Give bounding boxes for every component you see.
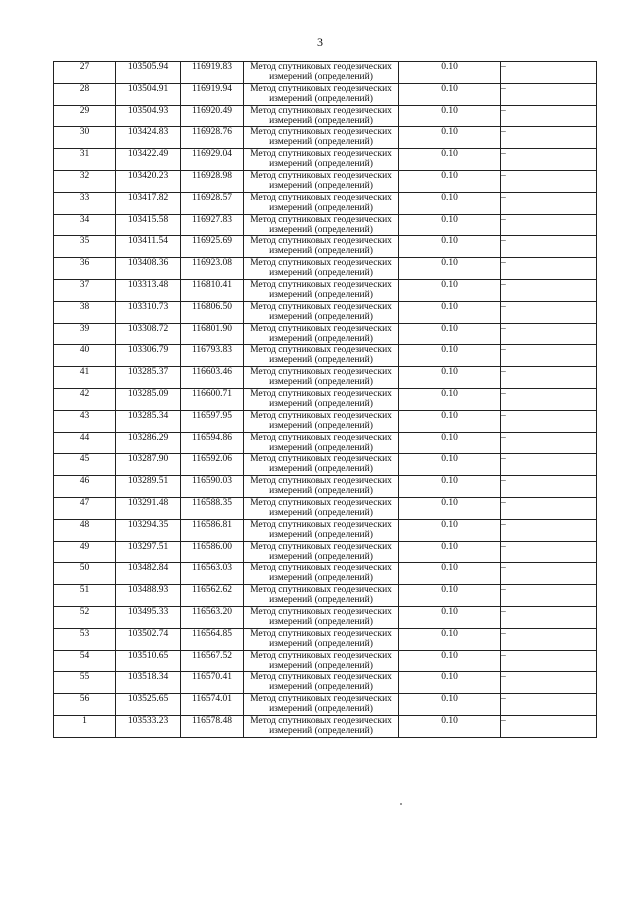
- coord-y-cell: 116923.08: [181, 258, 244, 280]
- error-cell: 0.10: [399, 236, 501, 258]
- description-cell: –: [501, 432, 597, 454]
- coord-x-cell: 103495.33: [116, 606, 181, 628]
- method-cell: Метод спутниковых геодезических измерений (определений): [244, 519, 399, 541]
- coord-y-cell: 116928.76: [181, 127, 244, 149]
- point-number-cell: 51: [54, 585, 116, 607]
- method-cell: Метод спутниковых геодезических измерений (определений): [244, 672, 399, 694]
- point-number-cell: 44: [54, 432, 116, 454]
- table-row: [54, 258, 597, 280]
- coord-y-cell: 116919.94: [181, 83, 244, 105]
- table-row: [54, 672, 597, 694]
- description-cell: –: [501, 454, 597, 476]
- table-row: [54, 563, 597, 585]
- coord-y-cell: 116588.35: [181, 497, 244, 519]
- error-cell: 0.10: [399, 628, 501, 650]
- coord-x-cell: 103422.49: [116, 149, 181, 171]
- point-number-cell: 55: [54, 672, 116, 694]
- coord-y-cell: 116920.49: [181, 105, 244, 127]
- table-row: [54, 170, 597, 192]
- coord-x-cell: 103505.94: [116, 62, 181, 84]
- table-row: [54, 127, 597, 149]
- point-number-cell: 27: [54, 62, 116, 84]
- point-number-cell: 45: [54, 454, 116, 476]
- method-cell: Метод спутниковых геодезических измерений (определений): [244, 694, 399, 716]
- point-number-cell: 38: [54, 301, 116, 323]
- point-number-cell: 50: [54, 563, 116, 585]
- error-cell: 0.10: [399, 214, 501, 236]
- table-row: [54, 497, 597, 519]
- coord-y-cell: 116578.48: [181, 715, 244, 737]
- point-number-cell: 40: [54, 345, 116, 367]
- coord-y-cell: 116928.57: [181, 192, 244, 214]
- description-cell: –: [501, 105, 597, 127]
- coord-y-cell: 116564.85: [181, 628, 244, 650]
- table-row: [54, 650, 597, 672]
- method-cell: Метод спутниковых геодезических измерений (определений): [244, 83, 399, 105]
- method-cell: Метод спутниковых геодезических измерений (определений): [244, 388, 399, 410]
- table-row: [54, 410, 597, 432]
- coord-x-cell: 103297.51: [116, 541, 181, 563]
- error-cell: 0.10: [399, 476, 501, 498]
- table-row: [54, 388, 597, 410]
- error-cell: 0.10: [399, 541, 501, 563]
- description-cell: –: [501, 301, 597, 323]
- coord-x-cell: 103502.74: [116, 628, 181, 650]
- coord-y-cell: 116562.62: [181, 585, 244, 607]
- error-cell: 0.10: [399, 585, 501, 607]
- coord-y-cell: 116574.01: [181, 694, 244, 716]
- error-cell: 0.10: [399, 606, 501, 628]
- coord-y-cell: 116600.71: [181, 388, 244, 410]
- coord-y-cell: 116801.90: [181, 323, 244, 345]
- point-number-cell: 32: [54, 170, 116, 192]
- error-cell: 0.10: [399, 388, 501, 410]
- table-row: [54, 694, 597, 716]
- coord-x-cell: 103285.09: [116, 388, 181, 410]
- coord-y-cell: 116592.06: [181, 454, 244, 476]
- page-number: 3: [317, 35, 323, 49]
- description-cell: –: [501, 83, 597, 105]
- description-cell: –: [501, 345, 597, 367]
- coord-x-cell: 103504.93: [116, 105, 181, 127]
- table-row: [54, 214, 597, 236]
- table-row: [54, 149, 597, 171]
- coord-y-cell: 116925.69: [181, 236, 244, 258]
- point-number-cell: 31: [54, 149, 116, 171]
- coordinates-table-body: [54, 62, 597, 738]
- method-cell: Метод спутниковых геодезических измерений (определений): [244, 236, 399, 258]
- point-number-cell: 30: [54, 127, 116, 149]
- description-cell: –: [501, 236, 597, 258]
- coord-y-cell: 116810.41: [181, 279, 244, 301]
- coord-x-cell: 103533.23: [116, 715, 181, 737]
- method-cell: Метод спутниковых геодезических измерений (определений): [244, 62, 399, 84]
- error-cell: 0.10: [399, 410, 501, 432]
- description-cell: –: [501, 715, 597, 737]
- point-number-cell: 46: [54, 476, 116, 498]
- coord-x-cell: 103285.34: [116, 410, 181, 432]
- coord-x-cell: 103308.72: [116, 323, 181, 345]
- method-cell: Метод спутниковых геодезических измерений (определений): [244, 410, 399, 432]
- coord-y-cell: 116563.20: [181, 606, 244, 628]
- method-cell: Метод спутниковых геодезических измерений (определений): [244, 541, 399, 563]
- point-number-cell: 48: [54, 519, 116, 541]
- point-number-cell: 52: [54, 606, 116, 628]
- table-row: [54, 432, 597, 454]
- point-number-cell: 1: [54, 715, 116, 737]
- table-row: [54, 105, 597, 127]
- coord-x-cell: 103294.35: [116, 519, 181, 541]
- error-cell: 0.10: [399, 454, 501, 476]
- error-cell: 0.10: [399, 323, 501, 345]
- coord-y-cell: 116586.00: [181, 541, 244, 563]
- scan-speck: [400, 803, 402, 805]
- error-cell: 0.10: [399, 694, 501, 716]
- error-cell: 0.10: [399, 279, 501, 301]
- description-cell: –: [501, 497, 597, 519]
- method-cell: Метод спутниковых геодезических измерений (определений): [244, 301, 399, 323]
- coord-x-cell: 103417.82: [116, 192, 181, 214]
- description-cell: –: [501, 214, 597, 236]
- coord-x-cell: 103286.29: [116, 432, 181, 454]
- error-cell: 0.10: [399, 192, 501, 214]
- point-number-cell: 54: [54, 650, 116, 672]
- error-cell: 0.10: [399, 127, 501, 149]
- point-number-cell: 47: [54, 497, 116, 519]
- coord-y-cell: 116586.81: [181, 519, 244, 541]
- description-cell: –: [501, 367, 597, 389]
- coord-x-cell: 103482.84: [116, 563, 181, 585]
- error-cell: 0.10: [399, 83, 501, 105]
- description-cell: –: [501, 606, 597, 628]
- table-row: [54, 715, 597, 737]
- coord-x-cell: 103518.34: [116, 672, 181, 694]
- coord-y-cell: 116927.83: [181, 214, 244, 236]
- coord-y-cell: 116597.95: [181, 410, 244, 432]
- method-cell: Метод спутниковых геодезических измерений (определений): [244, 105, 399, 127]
- description-cell: –: [501, 62, 597, 84]
- coord-y-cell: 116806.50: [181, 301, 244, 323]
- coord-x-cell: 103424.83: [116, 127, 181, 149]
- method-cell: Метод спутниковых геодезических измерений (определений): [244, 563, 399, 585]
- coord-x-cell: 103408.36: [116, 258, 181, 280]
- point-number-cell: 33: [54, 192, 116, 214]
- error-cell: 0.10: [399, 519, 501, 541]
- table-row: [54, 192, 597, 214]
- coord-x-cell: 103287.90: [116, 454, 181, 476]
- description-cell: –: [501, 170, 597, 192]
- coord-x-cell: 103415.58: [116, 214, 181, 236]
- table-row: [54, 323, 597, 345]
- method-cell: Метод спутниковых геодезических измерений (определений): [244, 606, 399, 628]
- method-cell: Метод спутниковых геодезических измерений (определений): [244, 279, 399, 301]
- method-cell: Метод спутниковых геодезических измерений (определений): [244, 585, 399, 607]
- coord-y-cell: 116567.52: [181, 650, 244, 672]
- error-cell: 0.10: [399, 149, 501, 171]
- description-cell: –: [501, 323, 597, 345]
- description-cell: –: [501, 388, 597, 410]
- method-cell: Метод спутниковых геодезических измерений (определений): [244, 650, 399, 672]
- point-number-cell: 34: [54, 214, 116, 236]
- table-row: [54, 301, 597, 323]
- table-row: [54, 367, 597, 389]
- method-cell: Метод спутниковых геодезических измерений (определений): [244, 432, 399, 454]
- table-row: [54, 628, 597, 650]
- table-row: [54, 541, 597, 563]
- coord-x-cell: 103306.79: [116, 345, 181, 367]
- error-cell: 0.10: [399, 62, 501, 84]
- description-cell: –: [501, 650, 597, 672]
- error-cell: 0.10: [399, 650, 501, 672]
- description-cell: –: [501, 585, 597, 607]
- point-number-cell: 39: [54, 323, 116, 345]
- point-number-cell: 41: [54, 367, 116, 389]
- coord-y-cell: 116570.41: [181, 672, 244, 694]
- description-cell: –: [501, 672, 597, 694]
- table-row: [54, 606, 597, 628]
- method-cell: Метод спутниковых геодезических измерений (определений): [244, 454, 399, 476]
- error-cell: 0.10: [399, 367, 501, 389]
- table-row: [54, 519, 597, 541]
- method-cell: Метод спутниковых геодезических измерений (определений): [244, 323, 399, 345]
- description-cell: –: [501, 476, 597, 498]
- coord-y-cell: 116929.04: [181, 149, 244, 171]
- error-cell: 0.10: [399, 672, 501, 694]
- table-row: [54, 279, 597, 301]
- table-row: [54, 476, 597, 498]
- description-cell: –: [501, 541, 597, 563]
- coord-y-cell: 116603.46: [181, 367, 244, 389]
- method-cell: Метод спутниковых геодезических измерений (определений): [244, 497, 399, 519]
- method-cell: Метод спутниковых геодезических измерений (определений): [244, 258, 399, 280]
- table-row: [54, 83, 597, 105]
- description-cell: –: [501, 127, 597, 149]
- point-number-cell: 29: [54, 105, 116, 127]
- point-number-cell: 42: [54, 388, 116, 410]
- coord-y-cell: 116928.98: [181, 170, 244, 192]
- coord-x-cell: 103525.65: [116, 694, 181, 716]
- description-cell: –: [501, 279, 597, 301]
- error-cell: 0.10: [399, 301, 501, 323]
- method-cell: Метод спутниковых геодезических измерений (определений): [244, 192, 399, 214]
- method-cell: Метод спутниковых геодезических измерений (определений): [244, 149, 399, 171]
- coord-x-cell: 103510.65: [116, 650, 181, 672]
- table-row: [54, 585, 597, 607]
- description-cell: –: [501, 519, 597, 541]
- error-cell: 0.10: [399, 105, 501, 127]
- coord-x-cell: 103504.91: [116, 83, 181, 105]
- coord-x-cell: 103289.51: [116, 476, 181, 498]
- coord-x-cell: 103411.54: [116, 236, 181, 258]
- method-cell: Метод спутниковых геодезических измерений (определений): [244, 214, 399, 236]
- method-cell: Метод спутниковых геодезических измерений (определений): [244, 628, 399, 650]
- error-cell: 0.10: [399, 432, 501, 454]
- point-number-cell: 28: [54, 83, 116, 105]
- error-cell: 0.10: [399, 563, 501, 585]
- description-cell: –: [501, 192, 597, 214]
- point-number-cell: 53: [54, 628, 116, 650]
- coord-x-cell: 103313.48: [116, 279, 181, 301]
- point-number-cell: 35: [54, 236, 116, 258]
- coord-y-cell: 116594.86: [181, 432, 244, 454]
- table-row: [54, 454, 597, 476]
- description-cell: –: [501, 258, 597, 280]
- description-cell: –: [501, 694, 597, 716]
- coord-x-cell: 103291.48: [116, 497, 181, 519]
- error-cell: 0.10: [399, 170, 501, 192]
- table-row: [54, 345, 597, 367]
- error-cell: 0.10: [399, 258, 501, 280]
- point-number-cell: 49: [54, 541, 116, 563]
- error-cell: 0.10: [399, 715, 501, 737]
- description-cell: –: [501, 563, 597, 585]
- coordinates-table: [53, 61, 597, 738]
- error-cell: 0.10: [399, 497, 501, 519]
- coord-x-cell: 103488.93: [116, 585, 181, 607]
- coord-y-cell: 116793.83: [181, 345, 244, 367]
- point-number-cell: 36: [54, 258, 116, 280]
- error-cell: 0.10: [399, 345, 501, 367]
- method-cell: Метод спутниковых геодезических измерений (определений): [244, 715, 399, 737]
- coord-y-cell: 116563.03: [181, 563, 244, 585]
- coord-x-cell: 103310.73: [116, 301, 181, 323]
- point-number-cell: 56: [54, 694, 116, 716]
- method-cell: Метод спутниковых геодезических измерений (определений): [244, 345, 399, 367]
- method-cell: Метод спутниковых геодезических измерений (определений): [244, 127, 399, 149]
- description-cell: –: [501, 149, 597, 171]
- method-cell: Метод спутниковых геодезических измерений (определений): [244, 367, 399, 389]
- coord-x-cell: 103285.37: [116, 367, 181, 389]
- point-number-cell: 43: [54, 410, 116, 432]
- point-number-cell: 37: [54, 279, 116, 301]
- table-row: [54, 236, 597, 258]
- method-cell: Метод спутниковых геодезических измерений (определений): [244, 476, 399, 498]
- coord-y-cell: 116590.03: [181, 476, 244, 498]
- table-row: [54, 62, 597, 84]
- coord-y-cell: 116919.83: [181, 62, 244, 84]
- method-cell: Метод спутниковых геодезических измерений (определений): [244, 170, 399, 192]
- description-cell: –: [501, 628, 597, 650]
- description-cell: –: [501, 410, 597, 432]
- coord-x-cell: 103420.23: [116, 170, 181, 192]
